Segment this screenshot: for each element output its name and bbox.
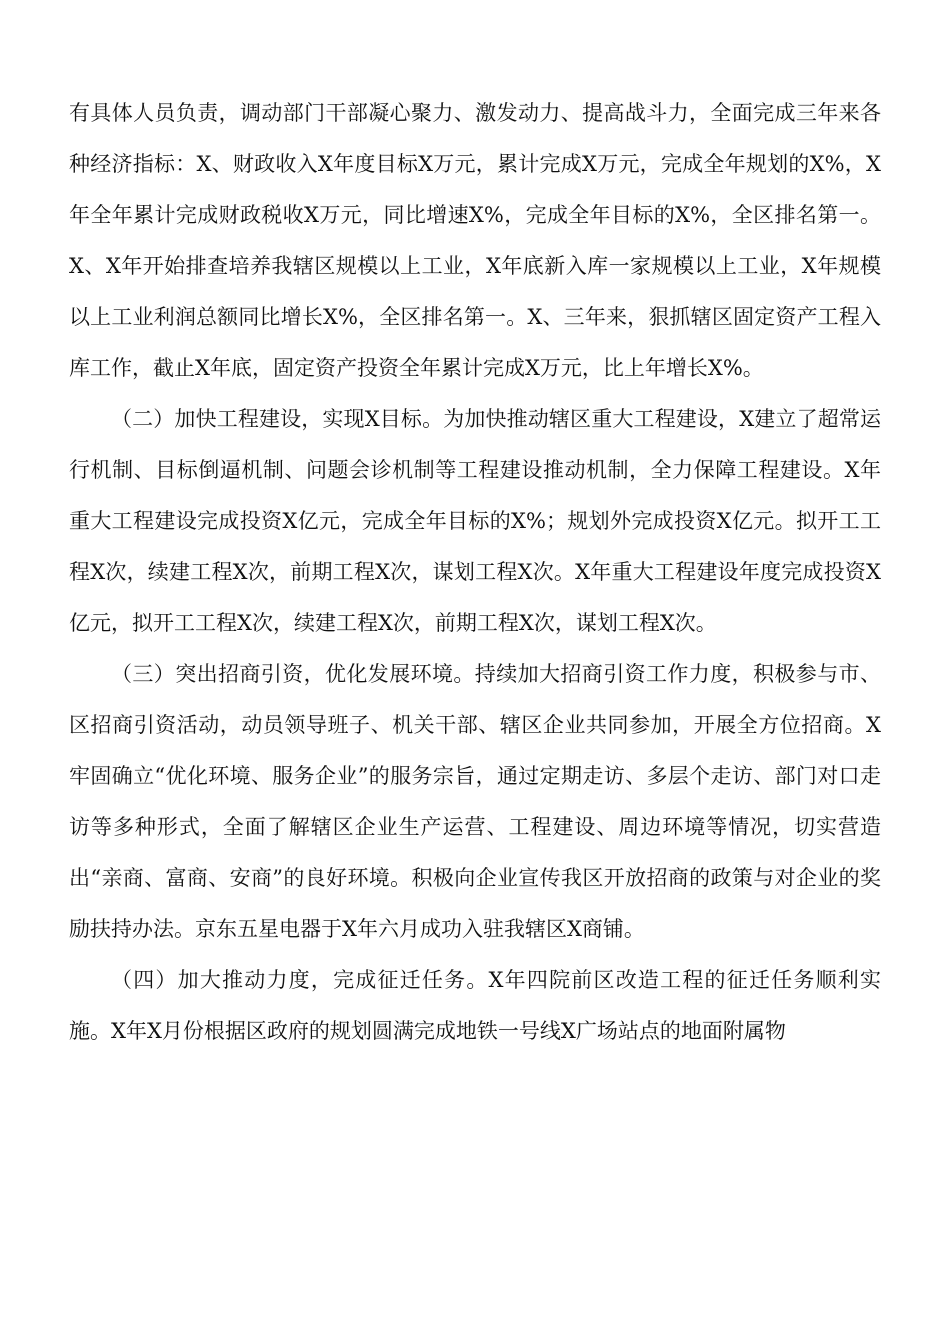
paragraph-economic-indicators: 有具体人员负责，调动部门干部凝心聚力、激发动力、提高战斗力，全面完成三年来各种经济指标：X、财政收入X年度目标X万元，累计完成X万元，完成全年规划的X%，X年全年累计完成财政税收X万元，同比增速X%，完成全年目标的X%，全区排名第一。X、X年开始排查培养我辖区规模以上工业，X年底新入库一家规模以上工业，X年规模以上工业利润总额同比增长X%，全区排名第一。X、三年来，狠抓辖区固定资产工程入库工作，截止X年底，固定资产投资全年累计完成X万元，比上年增长X%。: [69, 101, 881, 380]
paragraph-investment-attraction: （三）突出招商引资，优化发展环境。持续加大招商引资工作力度，积极参与市、区招商引资活动，动员领导班子、机关干部、辖区企业共同参加，开展全方位招商。X牢固确立“优化环境、服务企业”的服务宗旨，通过定期走访、多层个走访、部门对口走访等多种形式，全面了解辖区企业生产运营、工程建设、周边环境等情况，切实营造出“亲商、富商、安商”的良好环境。积极向企业宣传我区开放招商的政策与对企业的奖励扶持办法。京东五星电器于X年六月成功入驻我辖区X商铺。: [69, 662, 881, 941]
paragraph-relocation-tasks: （四）加大推动力度，完成征迁任务。X年四院前区改造工程的征迁任务顺利实施。X年X月份根据区政府的规划圆满完成地铁一号线X广场站点的地面附属物: [69, 968, 881, 1043]
paragraph-project-construction: （二）加快工程建设，实现X目标。为加快推动辖区重大工程建设，X建立了超常运行机制、目标倒逼机制、问题会诊机制等工程建设推动机制，全力保障工程建设。X年重大工程建设完成投资X亿元，完成全年目标的X%；规划外完成投资X亿元。拟开工工程X次，续建工程X次，前期工程X次，谋划工程X次。X年重大工程建设年度完成投资X亿元，拟开工工程X次，续建工程X次，前期工程X次，谋划工程X次。: [69, 407, 881, 635]
document-body: [69, 88, 881, 1057]
